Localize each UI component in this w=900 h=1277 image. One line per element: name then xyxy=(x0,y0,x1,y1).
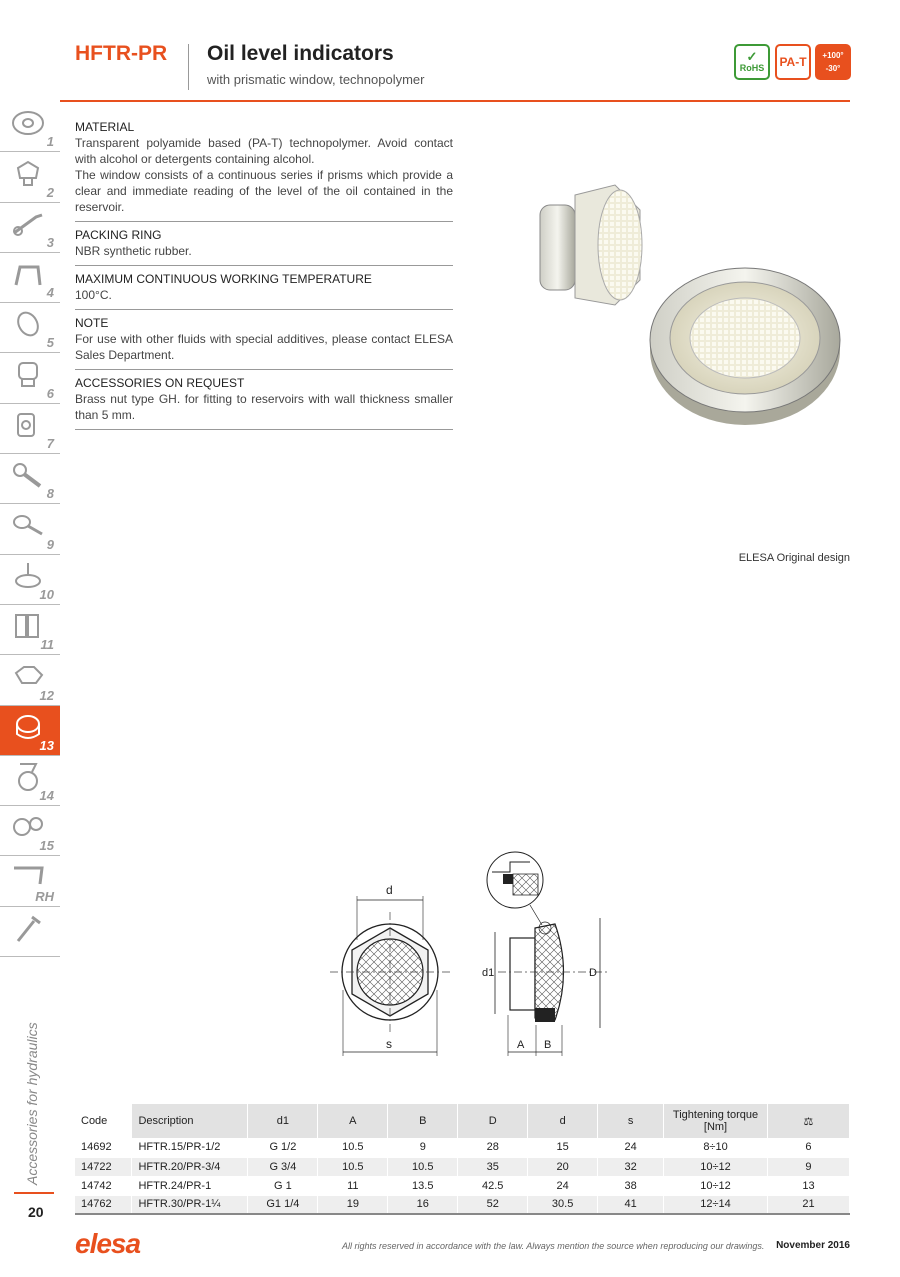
sidebar-item-3[interactable]: 3 xyxy=(0,203,60,253)
material-badge: PA-T xyxy=(775,44,811,80)
section-heading: MAXIMUM CONTINUOUS WORKING TEMPERATURE xyxy=(75,272,372,286)
dim-D-label: D xyxy=(589,967,597,979)
sidebar-item-9[interactable]: 9 xyxy=(0,504,60,554)
section-heading: PACKING RING xyxy=(75,228,162,242)
handwheel-icon xyxy=(10,108,46,138)
indicator-side-view xyxy=(540,185,642,305)
front-view xyxy=(330,883,450,1056)
sidebar-item-7[interactable]: 7 xyxy=(0,404,60,454)
sidebar-item-15[interactable]: 15 xyxy=(0,806,60,856)
design-note: ELESA Original design xyxy=(738,552,850,564)
grip-icon xyxy=(10,309,46,339)
sidebar-rule xyxy=(14,1192,54,1194)
col-torque: Tightening torque [Nm] xyxy=(664,1104,768,1138)
table-row: 14742 HFTR.24/PR-1 G 1 11 13.5 42.5 24 38 10÷12 13 xyxy=(75,1176,850,1195)
sidebar-item-13[interactable]: 13 xyxy=(0,706,60,756)
sidebar-item-2[interactable]: 2 xyxy=(0,152,60,202)
col-d1: d1 xyxy=(248,1104,318,1138)
col-code: Code xyxy=(75,1104,132,1138)
col-a: A xyxy=(318,1104,388,1138)
sidebar-item-1[interactable]: 1 xyxy=(0,102,60,152)
section-body: NBR synthetic rubber. xyxy=(75,244,192,258)
sidebar-item-tools[interactable] xyxy=(0,907,60,957)
section-accessories xyxy=(75,376,453,430)
edition-date: November 2016 xyxy=(776,1240,850,1251)
sidebar-item-10[interactable]: 10 xyxy=(0,555,60,605)
col-d-outer: D xyxy=(458,1104,528,1138)
section-max-temperature xyxy=(75,272,453,310)
spec-sections xyxy=(75,120,453,436)
checkmark-icon: ✓ xyxy=(746,49,758,64)
section-heading: ACCESSORIES ON REQUEST xyxy=(75,376,245,390)
lever-icon xyxy=(10,209,46,239)
table-row: 14762 HFTR.30/PR-1¼ G1 1/4 19 16 52 30.5 41 12÷14 21 xyxy=(75,1195,850,1214)
table-header-row xyxy=(75,1104,850,1138)
technical-drawing xyxy=(310,850,630,1065)
table-row: 14722 HFTR.20/PR-3/4 G 3/4 10.5 10.5 35 20 32 10÷12 9 xyxy=(75,1157,850,1176)
section-packing-ring xyxy=(75,228,453,266)
page-number: 20 xyxy=(28,1204,44,1220)
table-row: 14692 HFTR.15/PR-1/2 G 1/2 10.5 9 28 15 24 8÷10 6 xyxy=(75,1138,850,1157)
col-d: d xyxy=(528,1104,598,1138)
knurled-knob-icon xyxy=(10,359,46,389)
page-title: Oil level indicators xyxy=(207,42,394,65)
section-note xyxy=(75,316,453,370)
dim-A-label: A xyxy=(517,1039,525,1051)
knob-icon xyxy=(10,158,46,188)
dim-B-label: B xyxy=(544,1039,552,1051)
dim-d-label: d xyxy=(386,883,393,897)
temperature-badge xyxy=(815,44,851,80)
section-body: Transparent polyamide based (PA-T) technopolymer. Avoid contact with alcohol or detergents containing alcohol. The window consists of a continuous series if prisms which provide a clear and immediate reading of the level of the oil contained in the reservoir. xyxy=(75,136,453,214)
dim-s-label: s xyxy=(386,1037,392,1051)
col-weight: ⚖ xyxy=(767,1104,849,1138)
sidebar-item-5[interactable]: 5 xyxy=(0,303,60,353)
col-description: Description xyxy=(132,1104,248,1138)
side-view xyxy=(482,852,610,1056)
title-divider xyxy=(188,44,189,90)
plunger-icon xyxy=(10,460,46,490)
product-code: HFTR-PR xyxy=(75,42,168,65)
section-heading: MATERIAL xyxy=(75,120,135,134)
category-sidebar xyxy=(0,102,60,957)
header-rule xyxy=(60,100,850,102)
section-heading: NOTE xyxy=(75,316,109,330)
indicator-front-view xyxy=(650,268,840,425)
col-b: B xyxy=(388,1104,458,1138)
section-material xyxy=(75,120,453,222)
sidebar-item-11[interactable]: 11 xyxy=(0,605,60,655)
sidebar-item-12[interactable]: 12 xyxy=(0,655,60,705)
section-label: Accessories for hydraulics xyxy=(24,1022,40,1185)
sidebar-item-14[interactable]: 14 xyxy=(0,756,60,806)
dim-d1-label: d1 xyxy=(482,967,495,979)
wrench-icon xyxy=(10,913,46,943)
temp-max: +100° xyxy=(822,51,844,60)
rohs-label: RoHS xyxy=(739,63,765,73)
page-subtitle: with prismatic window, technopolymer xyxy=(207,72,425,87)
temp-min: -30° xyxy=(825,64,841,73)
rohs-badge xyxy=(734,44,770,80)
handle-icon xyxy=(10,259,46,289)
section-body: 100°C. xyxy=(75,288,112,302)
eyebolt-icon xyxy=(10,510,46,540)
clamp-icon xyxy=(10,410,46,440)
col-s: s xyxy=(598,1104,664,1138)
section-body: Brass nut type GH. for fitting to reservoirs with wall thickness smaller than 5 mm. xyxy=(75,392,453,422)
sidebar-item-8[interactable]: 8 xyxy=(0,454,60,504)
dimensions-table xyxy=(75,1104,850,1215)
sidebar-item-rh[interactable]: RH xyxy=(0,856,60,906)
section-body: For use with other fluids with special additives, please contact ELESA Sales Department. xyxy=(75,332,453,362)
rights-notice: All rights reserved in accordance with the law. Always mention the source when reproducing our drawings. xyxy=(342,1241,765,1251)
product-photo xyxy=(520,180,850,440)
elesa-logo: elesa xyxy=(75,1228,141,1259)
sidebar-item-6[interactable]: 6 xyxy=(0,353,60,403)
sidebar-item-4[interactable]: 4 xyxy=(0,253,60,303)
